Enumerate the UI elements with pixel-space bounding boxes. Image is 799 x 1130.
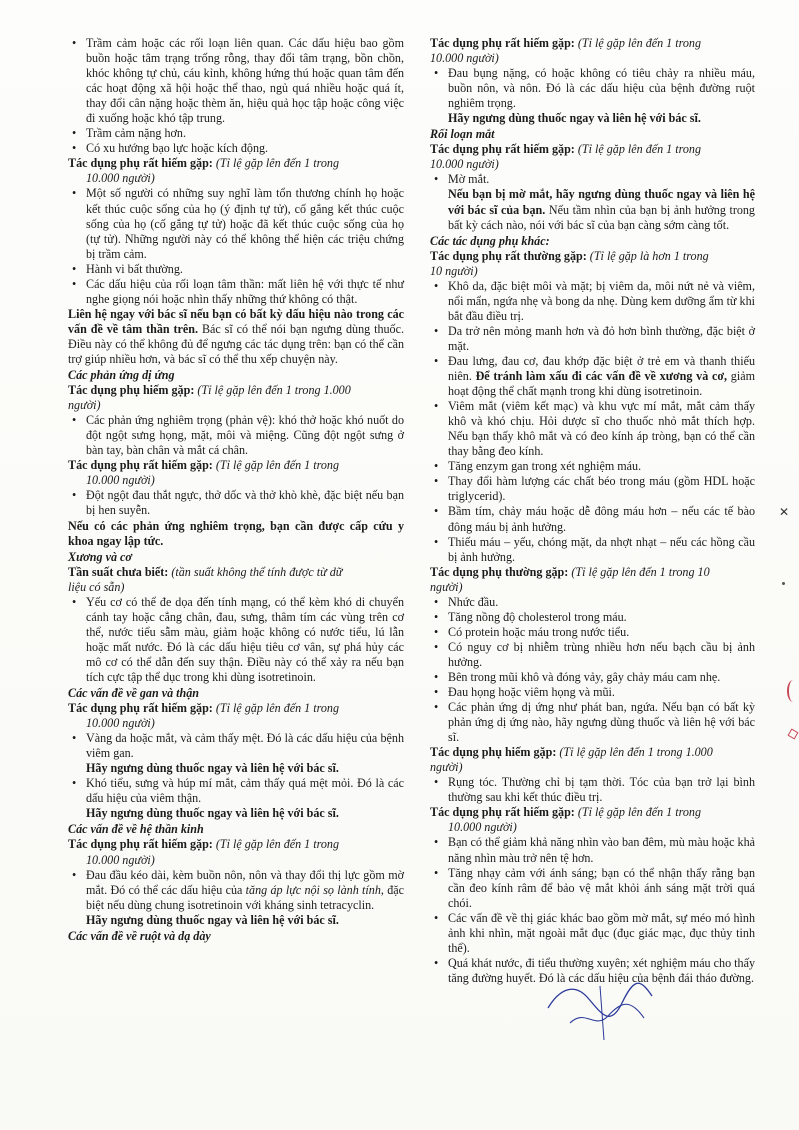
list-item: • Đau lưng, đau cơ, đau khớp đặc biệt ở trẻ em và thanh thiếu niên. Để tránh làm xấu đi các vấn đề về xương và cơ, giảm hoạt động thể chất mạnh trong khi dùng isotretinoin.: [430, 354, 755, 399]
psych-list-1: [68, 36, 404, 156]
list-item: • Nhức đầu.: [430, 595, 755, 610]
list-item: • Khô da, đặc biệt môi và mặt; bị viêm da, môi nứt nẻ và viêm, nổi mẩn, ngứa nhẹ và bong da nhẹ. Dùng kem dưỡng ẩm từ khi bắt đầu điều trị.: [430, 279, 755, 324]
frequency-heading: Tác dụng phụ rất hiếm gặp: (Tỉ lệ gặp lên đến 1 trong: [68, 837, 340, 852]
list-item: • Đau đầu kéo dài, kèm buồn nôn, nôn và thay đổi thị lực gồm mờ mắt. Đó có thể các dấu hiệu của tăng áp lực nội sọ lành tính, đặc biệt nếu dùng chung isotretinoin với kháng sinh tetracyclin.: [68, 868, 404, 913]
cross-mark-icon: ✕: [778, 505, 789, 519]
list-item: • Tăng nhạy cảm với ánh sáng; bạn có thể nhận thấy rằng bạn cần đeo kính râm để bảo vệ mắt khỏi ánh sáng mặt trời quá chói.: [430, 866, 755, 911]
eye-list: [430, 172, 755, 187]
gut-list: [430, 66, 755, 111]
red-stamp-mark-icon: [787, 680, 799, 702]
list-item: • Một số người có những suy nghĩ làm tổn thương chính họ hoặc kết thúc cuộc sống của họ (ý định tự tử), cố gắng kết thúc cuộc sống của họ (cố gắng tự tử) hoặc đã kết thúc cuộc sống của họ (tự tử). Những người này có thể không thể hiện các triệu chứng bị trầm cảm.: [68, 186, 404, 261]
list-item: • Vàng da hoặc mắt, và cảm thấy mệt. Đó là các dấu hiệu của bệnh viêm gan.: [68, 731, 404, 761]
liver-list: [68, 731, 404, 761]
bone-list: [68, 595, 404, 685]
list-item: • Viêm mắt (viêm kết mạc) và khu vực mí mắt, mắt cảm thấy khô và khó chịu. Hỏi dược sĩ cho thuốc nhỏ mắt thích hợp. Nếu bạn thấy khô mắt và có đeo kính áp tròng, bạn có thể cần thay bằng đeo kính.: [430, 399, 755, 459]
frequency-heading: Tác dụng phụ rất thường gặp: (Tỉ lệ gặp là hơn 1 trong: [430, 248, 709, 263]
right-column: [430, 36, 755, 986]
section-heading: Các phản ứng dị ứng: [68, 368, 175, 383]
kidney-list: [68, 776, 404, 806]
frequency-rate: 10.000 người): [448, 820, 517, 835]
frequency-heading: Tác dụng phụ rất hiếm gặp: (Tỉ lệ gặp lên đến 1 trong: [430, 142, 702, 157]
allergy-warning: Nếu có các phản ứng nghiêm trọng, bạn cần được cấp cứu y khoa ngay lập tức.: [68, 518, 404, 548]
frequency-rate: 10.000 người): [86, 852, 155, 867]
frequency-rate: 10.000 người): [86, 171, 155, 186]
list-item: • Có nguy cơ bị nhiễm trùng nhiều hơn nếu bạch cầu bị ảnh hưởng.: [430, 640, 755, 670]
list-item: • Đột ngột đau thắt ngực, thở dốc và thở khò khè, đặc biệt nếu bạn bị hen suyễn.: [68, 488, 404, 518]
section-heading: Các vấn đề về hệ thần kinh: [68, 822, 204, 837]
psych-warning: Liên hệ ngay với bác sĩ nếu bạn có bất kỳ dấu hiệu nào trong các vấn đề về tâm thần trên. Bác sĩ có thể nói bạn ngưng dùng thuốc. Điều này có thể không đủ để ngưng các tác dụng trên: bạn có thể cần trợ giúp nhiều hơn, và bác sĩ có thể thu xếp chuyện này.: [68, 306, 404, 366]
section-heading: Các tác dụng phụ khác:: [430, 233, 550, 248]
red-stamp-mark-icon: [788, 729, 799, 740]
frequency-heading: Tác dụng phụ rất hiếm gặp: (Tỉ lệ gặp lên đến 1 trong: [430, 36, 702, 50]
allergy-list-1: [68, 413, 404, 458]
list-item: • Rụng tóc. Thường chỉ bị tạm thời. Tóc của bạn trở lại bình thường sau khi kết thúc điều trị.: [430, 775, 755, 805]
list-item: • Các phản ứng dị ứng như phát ban, ngứa. Nếu bạn có bất kỳ phản ứng dị ứng nào, hãy ngưng dùng thuốc và liên hệ với bác sĩ.: [430, 700, 755, 745]
stop-warning: Hãy ngưng dùng thuốc ngay và liên hệ với bác sĩ.: [448, 111, 701, 126]
allergy-list-2: [68, 488, 404, 518]
stop-warning: Hãy ngưng dùng thuốc ngay và liên hệ với bác sĩ.: [86, 761, 339, 776]
left-column: [68, 36, 404, 944]
common-list-2: [430, 595, 755, 745]
list-item: • Bầm tím, chảy máu hoặc dễ đông máu hơn – nếu các tế bào đông máu bị ảnh hưởng.: [430, 504, 755, 534]
dot-mark-icon: [782, 582, 785, 585]
frequency-rate: 10.000 người): [430, 51, 499, 66]
list-item: • Bên trong mũi khô và đóng vảy, gây chảy máu cam nhẹ.: [430, 670, 755, 685]
frequency-rate: liệu có sẵn): [68, 579, 125, 594]
list-item: • Tăng nồng độ cholesterol trong máu.: [430, 610, 755, 625]
list-item: • Các vấn đề về thị giác khác bao gồm mờ mắt, sự méo mó hình ảnh khi nhìn, mặt ngoài mắt đục (đục giác mạc, đục thủy tinh thể).: [430, 911, 755, 956]
section-heading: Xương và cơ: [68, 549, 132, 564]
list-item: • Da trở nên mỏng manh hơn và đỏ hơn bình thường, đặc biệt ở mặt.: [430, 324, 755, 354]
list-item: • Các dấu hiệu của rối loạn tâm thần: mất liên hệ với thực tế như nghe giọng nói hoặc nhìn thấy những thứ không có thật.: [68, 277, 404, 307]
stop-warning: Hãy ngưng dùng thuốc ngay và liên hệ với bác sĩ.: [86, 912, 339, 927]
frequency-heading: Tác dụng phụ rất hiếm gặp: (Tỉ lệ gặp lên đến 1 trong: [68, 458, 340, 473]
section-heading: Các vấn đề về gan và thận: [68, 686, 200, 701]
frequency-rate: 10 người): [430, 263, 478, 278]
frequency-heading: Tác dụng phụ hiếm gặp: (Tỉ lệ gặp lên đến 1 trong 1.000: [430, 745, 713, 760]
list-item: • Đau họng hoặc viêm họng và mũi.: [430, 685, 755, 700]
very-rare-list: [430, 835, 755, 985]
list-item: • Đau bụng nặng, có hoặc không có tiêu chảy ra nhiều máu, buồn nôn, và nôn. Đó là các dấu hiệu của bệnh đường ruột nghiêm trọng.: [430, 66, 755, 111]
nerve-list: [68, 868, 404, 913]
common-list-1: [430, 279, 755, 565]
stop-warning: Hãy ngưng dùng thuốc ngay và liên hệ với bác sĩ.: [86, 806, 339, 821]
list-item: • Khó tiểu, sưng và húp mí mắt, cảm thấy quá mệt mỏi. Đó là các dấu hiệu của viêm thận.: [68, 776, 404, 806]
eye-warning: Nếu bạn bị mờ mắt, hãy ngưng dùng thuốc ngay và liên hệ với bác sĩ của bạn. Nếu tầm nhìn của bạn bị ảnh hưởng trong bất kỳ cách nào, nói với bác sĩ của bạn càng sớm càng tốt.: [448, 187, 755, 232]
frequency-heading: Tác dụng phụ rất hiếm gặp: (Tỉ lệ gặp lên đến 1 trong: [68, 156, 340, 171]
frequency-rate: 10.000 người): [86, 716, 155, 731]
list-item: • Thay đổi hàm lượng các chất béo trong máu (gồm HDL hoặc triglycerid).: [430, 474, 755, 504]
list-item: • Bạn có thể giảm khả năng nhìn vào ban đêm, mù màu hoặc khả năng nhìn màu trở nên tệ hơn.: [430, 835, 755, 865]
margin-marks: [769, 0, 799, 1130]
list-item: • Tăng enzym gan trong xét nghiệm máu.: [430, 459, 755, 474]
list-item: • Các phản ứng nghiêm trọng (phản vệ): khó thở hoặc khó nuốt do đột ngột sưng họng, mặt, môi và miệng. Cũng đột ngột sưng ở bàn tay, bàn chân và mắt cá chân.: [68, 413, 404, 458]
list-item: • Có xu hướng bạo lực hoặc kích động.: [68, 141, 404, 156]
list-item: • Mờ mắt.: [430, 172, 755, 187]
frequency-heading: Tác dụng phụ thường gặp: (Tỉ lệ gặp lên đến 1 trong 10: [430, 564, 710, 579]
frequency-rate: người): [68, 398, 101, 413]
list-item: • Yếu cơ có thể đe dọa đến tính mạng, có thể kèm khó di chuyển cánh tay hoặc cẳng chân, đau, sưng, thâm tím các vùng trên cơ thể, nước tiểu sẫm màu, giảm hoặc không có nước tiểu, lú lẫn hoặc mất nước. Đó là các dấu hiệu tiêu cơ vân, sự phá hủy các mô cơ có thể dẫn đến suy thận. Điều này có thể xảy ra nếu bạn tích cực tập thể dục trong khi dùng isotretinoin.: [68, 595, 404, 685]
frequency-heading: Tác dụng phụ rất hiếm gặp: (Tỉ lệ gặp lên đến 1 trong: [430, 805, 702, 820]
frequency-rate: 10.000 người): [430, 157, 499, 172]
frequency-heading: Tác dụng phụ hiếm gặp: (Tỉ lệ gặp lên đến 1 trong 1.000: [68, 383, 351, 398]
psych-list-2: [68, 186, 404, 306]
list-item: • Trầm cảm hoặc các rối loạn liên quan. Các dấu hiệu bao gồm buồn hoặc tâm trạng trống rỗng, thay đổi tâm trạng, bồn chồn, khóc không tự chủ, cáu kỉnh, không hứng thú hoặc quan tâm đến các hoạt động xã hội hoặc thể thao, ngủ quá nhiều hoặc quá ít, thay đổi cân nặng hoặc thèm ăn, hiệu quả học tập hoặc công việc đi xuống hoặc khó tập trung.: [68, 36, 404, 126]
section-heading: Các vấn đề về ruột và dạ dày: [68, 928, 211, 943]
section-heading: Rối loạn mắt: [430, 127, 495, 142]
frequency-rate: người): [430, 579, 463, 594]
frequency-rate: 10.000 người): [86, 473, 155, 488]
list-item: • Quá khát nước, đi tiểu thường xuyên; xét nghiệm máu cho thấy tăng đường huyết. Đó là các dấu hiệu của bệnh đái tháo đường.: [430, 956, 755, 986]
frequency-heading: Tác dụng phụ rất hiếm gặp: (Tỉ lệ gặp lên đến 1 trong: [68, 701, 340, 716]
list-item: • Trầm cảm nặng hơn.: [68, 126, 404, 141]
rare-list: [430, 775, 755, 805]
frequency-rate: người): [430, 760, 463, 775]
frequency-heading: Tần suất chưa biết: (tần suất không thể tính được từ dữ: [68, 564, 343, 579]
list-item: • Thiếu máu – yếu, chóng mặt, da nhợt nhạt – nếu các hồng cầu bị ảnh hưởng.: [430, 535, 755, 565]
list-item: • Hành vi bất thường.: [68, 262, 404, 277]
list-item: • Có protein hoặc máu trong nước tiểu.: [430, 625, 755, 640]
